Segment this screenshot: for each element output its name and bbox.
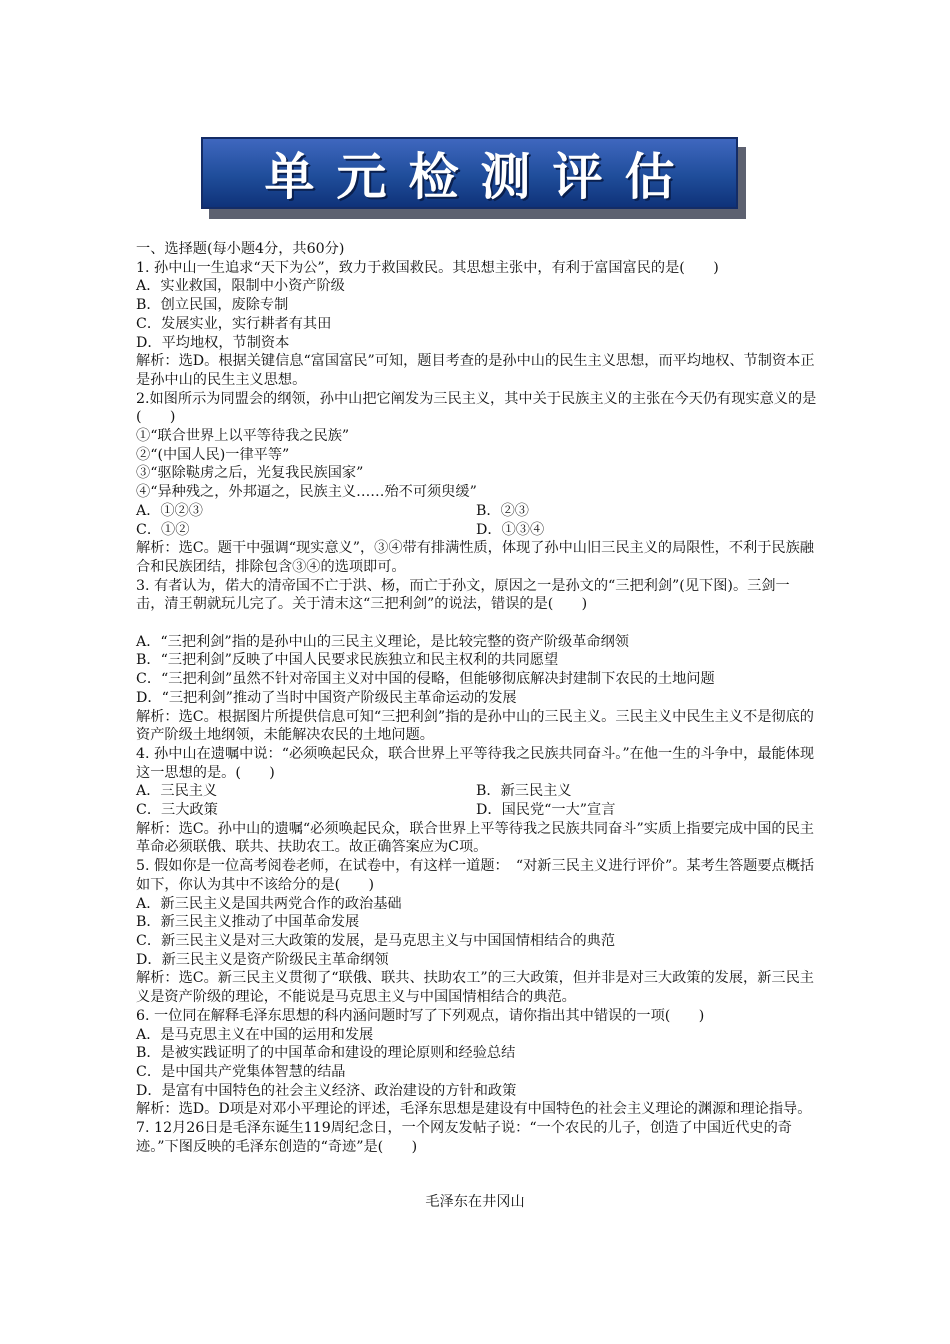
q2-option-d: D．①③④ — [476, 521, 545, 538]
figure-caption: 毛泽东在井冈山 — [425, 1194, 525, 1210]
q4-options-row-2 — [136, 801, 818, 820]
question-body — [136, 240, 818, 1156]
q6-option-d: D．是富有中国特色的社会主义经济、政治建设的方针和政策 — [136, 1082, 517, 1099]
q4-option-d: D．国民党“一大”宣言 — [476, 802, 616, 819]
q5-stem: 5. 假如你是一位高考阅卷老师，在试卷中，有这样一道题： “对新三民主义进行评价”。某考生答题要点概括如下，你认为其中不该给分的是( ) — [136, 858, 815, 893]
section-heading: 一、选择题(每小题4分，共60分) — [136, 241, 345, 257]
q7-stem: 7. 12月26日是毛泽东诞生119周纪念日，一个网友发帖子说：“一个农民的儿子，创造了中国近代史的奇迹。”下图反映的毛泽东创造的“奇迹”是( ) — [136, 1120, 792, 1155]
q2-analysis: 解析：选C。题干中强调“现实意义”，③④带有排满性质，体现了孙中山旧三民主义的局限性，不利于民族融合和民族团结，排除包含③④的选项即可。 — [136, 540, 814, 575]
q5-option-b: B．新三民主义推动了中国革命发展 — [136, 914, 360, 931]
q2-stem: 2.如图所示为同盟会的纲领，孙中山把它阐发为三民主义，其中关于民族主义的主张在今天仍有现实意义的是( ) — [136, 390, 817, 426]
q2-option-b: B．②③ — [476, 502, 529, 519]
q3-option-b: B．“三把利剑”反映了中国人民要求民族独立和民主权利的共同愿望 — [136, 652, 559, 669]
banner-face — [201, 137, 738, 209]
q2-options-row-1 — [136, 502, 818, 521]
q6-analysis: 解析：选D。D项是对邓小平理论的评述，毛泽东思想是建设有中国特色的社会主义理论的渊源和理论指导。 — [136, 1101, 812, 1118]
q3-stem: 3. 有者认为，偌大的清帝国不亡于洪、杨，而亡于孙文，原因之一是孙文的“三把利剑”(见下图)。三剑一击，清王朝就玩儿完了。关于清末这“三把利剑”的说法，错误的是( ) — [136, 577, 790, 613]
q6-stem: 6. 一位同在解释毛泽东思想的科内涵问题时写了下列观点，请你指出其中错误的一项( ) — [136, 1007, 705, 1024]
q4-options-row-1 — [136, 782, 818, 801]
q4-stem: 4. 孙中山在遗嘱中说：“必须唤起民众，联合世界上平等待我之民族共同奋斗。”在他一生的斗争中，最能体现这一思想的是。( ) — [136, 745, 815, 781]
q6-option-a: A．是马克思主义在中国的运用和发展 — [136, 1026, 374, 1043]
q6-option-c: C．是中国共产党集体智慧的结晶 — [136, 1063, 346, 1080]
q1-option-b: B．创立民国，废除专制 — [136, 297, 289, 314]
q4-analysis: 解析：选C。孙中山的遗嘱“必须唤起民众，联合世界上平等待我之民族共同奋斗”实质上指要完成中国的民主革命必须联俄、联共、扶助农工。故正确答案应为C项。 — [136, 820, 814, 856]
q3-option-d: D．“三把利剑”推动了当时中国资产阶级民主革命运动的发展 — [136, 689, 517, 706]
q2-options-row-2 — [136, 521, 818, 540]
q1-option-d: D．平均地权，节制资本 — [136, 334, 290, 351]
q3-option-c: C．“三把利剑”虽然不针对帝国主义对中国的侵略，但能够彻底解决封建制下农民的土地问题 — [136, 671, 715, 688]
q2-item-3: ③“驱除鞑虏之后，光复我民族国家” — [136, 465, 364, 482]
q5-analysis: 解析：选C。新三民主义贯彻了“联俄、联共、扶助农工”的三大政策，但并非是对三大政策的发展，新三民主义是资产阶级的理论，不能说是马克思主义与中国国情相结合的典范。 — [136, 970, 814, 1006]
q1-stem: 1. 孙中山一生追求“天下为公”，致力于救国救民。其思想主张中，有利于富国富民的是( ) — [136, 259, 719, 276]
q1-analysis: 解析：选D。根据关键信息“富国富民”可知，题目考查的是孙中山的民生主义思想，而平均地权、节制资本正是孙中山的民生主义思想。 — [136, 353, 815, 388]
q5-option-a: A．新三民主义是国共两党合作的政治基础 — [136, 895, 402, 912]
q2-item-4: ④“异种残之，外邦逼之，民族主义……殆不可须臾缓” — [136, 484, 477, 501]
q2-item-2: ②“(中国人民)一律平等” — [136, 446, 290, 463]
q5-option-d: D．新三民主义是资产阶级民主革命纲领 — [136, 951, 389, 968]
q1-option-a: A．实业救国，限制中小资产阶级 — [136, 278, 345, 295]
q1-option-c: C．发展实业，实行耕者有其田 — [136, 315, 332, 332]
q4-option-c: C．三大政策 — [136, 802, 218, 819]
title-banner — [201, 137, 746, 219]
banner-title: 单元检测评估 — [264, 148, 697, 206]
q5-option-c: C．新三民主义是对三大政策的发展，是马克思主义与中国国情相结合的典范 — [136, 933, 616, 949]
q6-option-b: B．是被实践证明了的中国革命和建设的理论原则和经验总结 — [136, 1045, 516, 1062]
q3-figure-space — [136, 614, 818, 633]
q2-option-c: C．①② — [136, 521, 190, 538]
q2-item-1: ①“联合世界上以平等待我之民族” — [136, 428, 350, 445]
q4-option-a: A．三民主义 — [136, 783, 218, 800]
q3-analysis: 解析：选C。根据图片所提供信息可知“三把利剑”指的是孙中山的三民主义。三民主义中民生主义不是彻底的资产阶级土地纲领，未能解决农民的土地问题。 — [136, 708, 814, 744]
q4-option-b: B．新三民主义 — [476, 783, 572, 800]
q3-option-a: A．“三把利剑”指的是孙中山的三民主义理论，是比较完整的资产阶级革命纲领 — [136, 633, 629, 650]
q2-option-a: A．①②③ — [136, 502, 203, 519]
